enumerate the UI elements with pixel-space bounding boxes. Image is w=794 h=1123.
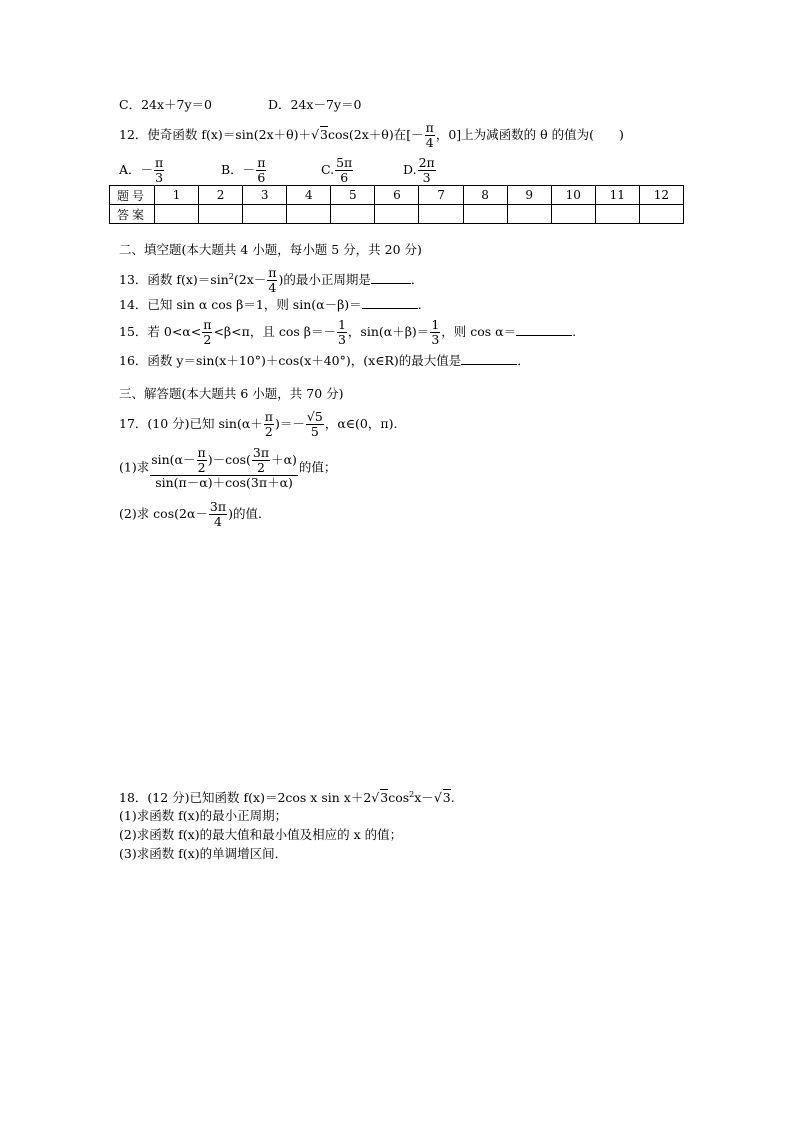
answer-cell[interactable] [375,205,419,224]
q12-option-b: B．－ $\frac{\pi}{6}$ [221,155,266,185]
q17-big-fraction: sin(α－ $\frac{\pi}{2}$ )－cos( $\frac{3\pi}{2}$ ＋α) sin(π－α)＋cos(3π＋α) [151,445,297,490]
answer-cell[interactable] [507,205,551,224]
answer-cell[interactable] [463,205,507,224]
answer-cell[interactable] [595,205,639,224]
q12-option-a: A．－ $\frac{\pi}{3}$ [119,155,164,185]
q18-stem: 18．(12 分)已知函数 f(x)＝2cos x $\sin x+2√3\cos^2x-√3$. [119,790,455,806]
answer-cell[interactable] [639,205,683,224]
section3-heading: 三、解答题(本大题共 6 小题，共 70 分) [119,386,344,401]
q11-option-c: C．24x＋7y＝0 [119,97,212,112]
q12-text-c: ，0]上为减函数的 θ 的值为( ) [435,127,624,142]
table-cell-number: 11 [595,186,639,205]
answer-cell[interactable] [155,205,199,224]
table-row-numbers [110,186,684,205]
answer-cell[interactable] [243,205,287,224]
q11-option-d: D．24x－7y＝0 [268,97,362,112]
q18-part3: (3)求函数 f(x)的单调增区间． [119,846,288,861]
q16: 16．函数 y＝sin(x＋10°)＋cos(x＋40°)，(x∈R)的最大值是 ． [119,353,530,368]
table-cell-number: 3 [243,186,287,205]
table-header-number: 题号 [110,186,155,205]
q16-answer-blank[interactable] [461,352,517,365]
table-cell-number: 8 [463,186,507,205]
q17-part1: (1)求 sin(α－ $\frac{\pi}{2}$ )－cos( $\frac{3\pi}{2}$ ＋α) sin(π－α)＋cos(3π＋α) 的值； [119,445,337,490]
q13: 13．函数 $f(x)=\sin^2(2x-$ $\frac{\pi}{4}$ )的最小正周期是 ． [119,265,424,295]
q12-number: 12． [119,127,148,142]
q13-answer-blank[interactable] [371,271,411,284]
q17-part2: (2)求 cos(2α－ $\frac{3\pi}{4}$ )的值． [119,499,271,529]
q12-sqrt: 3 [320,127,328,142]
q12-text-a: 使奇函数 f(x)＝sin(2x＋θ)＋ [147,127,312,142]
q14-answer-blank[interactable] [362,296,418,309]
table-cell-number: 2 [199,186,243,205]
answer-cell[interactable] [551,205,595,224]
answer-table [109,185,684,224]
table-cell-number: 12 [639,186,683,205]
q15-answer-blank[interactable] [516,323,572,336]
answer-cell[interactable] [419,205,463,224]
table-cell-number: 6 [375,186,419,205]
q18-part1: (1)求函数 f(x)的最小正周期； [119,808,288,823]
table-header-answer: 答案 [110,205,155,224]
answer-cell[interactable] [199,205,243,224]
q12-text-b: cos(2x＋θ)在[－ [327,127,424,142]
answer-cell[interactable] [287,205,331,224]
table-cell-number: 10 [551,186,595,205]
q17-stem: 17．(10 分)已知 sin(α＋ $\frac{\pi}{2}$ )＝－ $\frac{√5}{5}$ ，α∈(0，π). [119,409,398,439]
table-cell-number: 1 [155,186,199,205]
table-cell-number: 5 [331,186,375,205]
q15: 15．若 0<α< $\frac{\pi}{2}$ <β<π，且 cos β＝－ $\frac{1}{3}$ ，sin(α＋β)＝ $\frac{1}{3}$ ，则 cos α＝ . [119,317,577,347]
section2-heading: 二、填空题(本大题共 4 小题，每小题 5 分，共 20 分) [119,242,422,257]
q12-stem: 12．使奇函数 f(x)＝sin(2x＋θ)＋√3cos(2x＋θ)在[－ $\frac{\pi}{4}$ ，0]上为减函数的 θ 的值为( ) [119,120,624,150]
q14: 14．已知 sin α cos β＝1，则 sin(α－β)＝ . [119,297,422,312]
table-cell-number: 9 [507,186,551,205]
table-cell-number: 4 [287,186,331,205]
q12-fraction: $\frac{\pi}{4}$ [425,120,434,150]
answer-cell[interactable] [331,205,375,224]
table-cell-number: 7 [419,186,463,205]
q12-option-d: D. $\frac{2\pi}{3}$ [403,155,435,185]
table-row-answers [110,205,684,224]
q12-option-c: C. $\frac{5\pi}{6}$ [321,155,353,185]
q18-part2: (2)求函数 f(x)的最大值和最小值及相应的 x 的值； [119,827,403,842]
